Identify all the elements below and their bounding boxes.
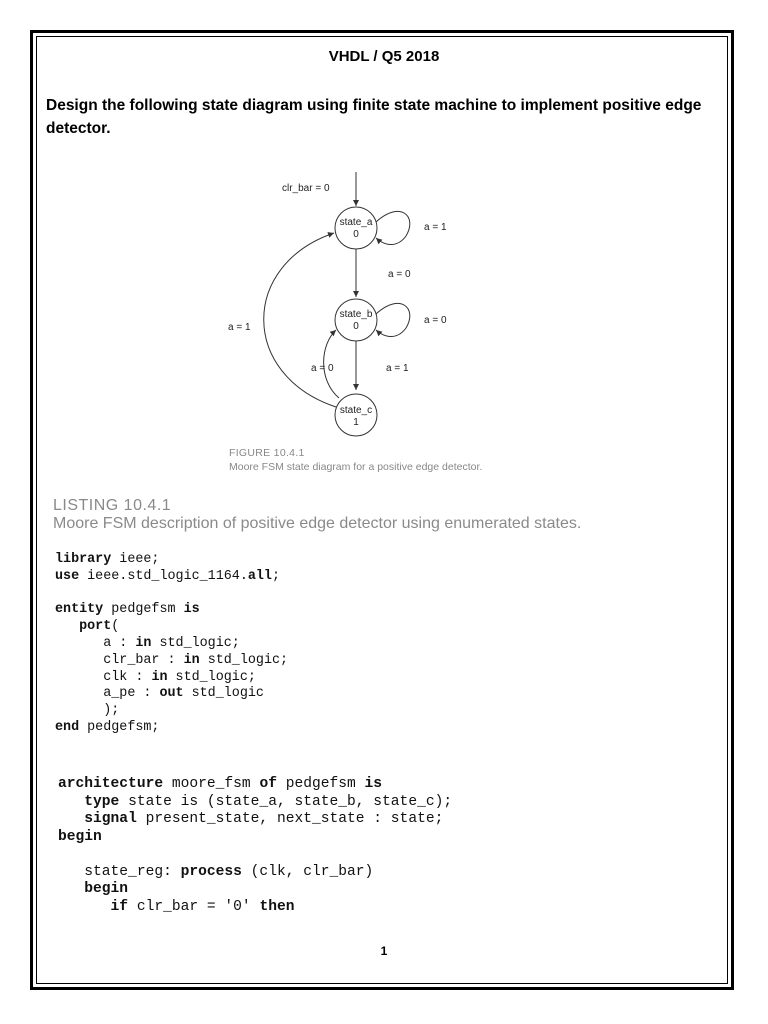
code-text: pedgefsm	[276, 776, 365, 792]
code-keyword: then	[259, 898, 295, 915]
code-keyword: architecture	[58, 776, 164, 792]
code-indent	[58, 811, 84, 827]
code-keyword: begin	[58, 828, 102, 845]
code-text: clr_bar = '0'	[128, 898, 260, 915]
code-keyword: in	[183, 652, 200, 668]
code-keyword: is	[183, 602, 200, 618]
code-text: ieee.std_logic_1164.	[79, 568, 248, 584]
code-text: (	[111, 619, 120, 635]
state-b-circle	[335, 299, 377, 341]
state-c-output: 1	[353, 417, 359, 428]
code-text: state_reg:	[58, 863, 181, 880]
code-text: clk :	[55, 669, 152, 685]
code-indent	[58, 899, 111, 915]
code-keyword: of	[259, 776, 277, 792]
code-keyword: port	[79, 619, 112, 635]
code-indent	[58, 794, 84, 810]
code-keyword: process	[180, 863, 242, 880]
code-keyword: type	[84, 793, 120, 810]
code-text: std_logic;	[199, 652, 289, 668]
code-keyword: in	[135, 635, 152, 651]
c-to-a-arrow	[264, 233, 336, 407]
code-block-entity	[55, 552, 288, 737]
code-text: (clk, clr_bar)	[241, 863, 374, 880]
state-b-self-loop	[376, 303, 410, 336]
code-text: a_pe :	[55, 686, 160, 702]
state-diagram	[200, 170, 480, 440]
c-to-b-label: a = 0	[311, 363, 334, 374]
code-keyword: all	[247, 568, 272, 584]
code-text: state is (state_a, state_b, state_c);	[119, 793, 453, 810]
b-to-c-label: a = 1	[386, 363, 409, 374]
code-text: clr_bar :	[55, 652, 184, 668]
code-text: present_state, next_state : state;	[136, 811, 444, 827]
code-text: a :	[55, 635, 136, 651]
code-indent	[58, 881, 84, 897]
state-b-name: state_b	[339, 309, 373, 320]
listing-label: LISTING 10.4.1	[53, 497, 172, 514]
listing-caption: Moore FSM description of positive edge detector using enumerated states.	[53, 515, 582, 532]
code-keyword: begin	[84, 881, 129, 897]
code-text: ;	[271, 568, 281, 584]
code-text: ieee;	[111, 552, 160, 567]
code-text: moore_fsm	[163, 776, 260, 792]
state-a-output: 0	[353, 229, 359, 240]
state-a-circle	[335, 207, 377, 249]
state-a-name: state_a	[339, 217, 373, 228]
code-text: );	[55, 703, 120, 719]
a-to-b-label: a = 0	[388, 269, 411, 280]
code-text: std_logic	[183, 686, 264, 702]
state-c-name: state_c	[339, 405, 373, 416]
code-keyword: end	[55, 719, 80, 735]
code-keyword: in	[151, 669, 168, 685]
question-text: Design the following state diagram using finite state machine to implement positive edge detector.	[46, 97, 702, 137]
state-a-self-label: a = 1	[424, 222, 447, 233]
reset-label: clr_bar = 0	[282, 183, 330, 194]
code-keyword: library	[55, 552, 112, 567]
figure-label: FIGURE 10.4.1	[229, 447, 305, 459]
figure-caption: Moore FSM state diagram for a positive edge detector.	[229, 461, 483, 473]
code-indent	[55, 619, 79, 634]
code-keyword: use	[55, 568, 80, 584]
code-keyword: out	[159, 686, 184, 702]
code-keyword: if	[110, 898, 129, 915]
code-keyword: is	[364, 776, 383, 792]
code-text: pedgefsm;	[79, 719, 160, 735]
code-text: pedgefsm	[103, 602, 184, 618]
code-keyword: signal	[84, 811, 137, 827]
state-a-self-loop	[376, 211, 410, 244]
code-keyword: entity	[55, 602, 104, 618]
state-b-output: 0	[353, 321, 359, 332]
code-text: std_logic;	[167, 669, 256, 685]
page-title: VHDL / Q5 2018	[328, 48, 440, 65]
code-block-architecture	[58, 776, 452, 916]
page-number: 1	[380, 944, 388, 958]
state-b-self-label: a = 0	[424, 315, 447, 326]
c-to-a-label: a = 1	[228, 322, 251, 333]
code-text: std_logic;	[151, 635, 240, 651]
